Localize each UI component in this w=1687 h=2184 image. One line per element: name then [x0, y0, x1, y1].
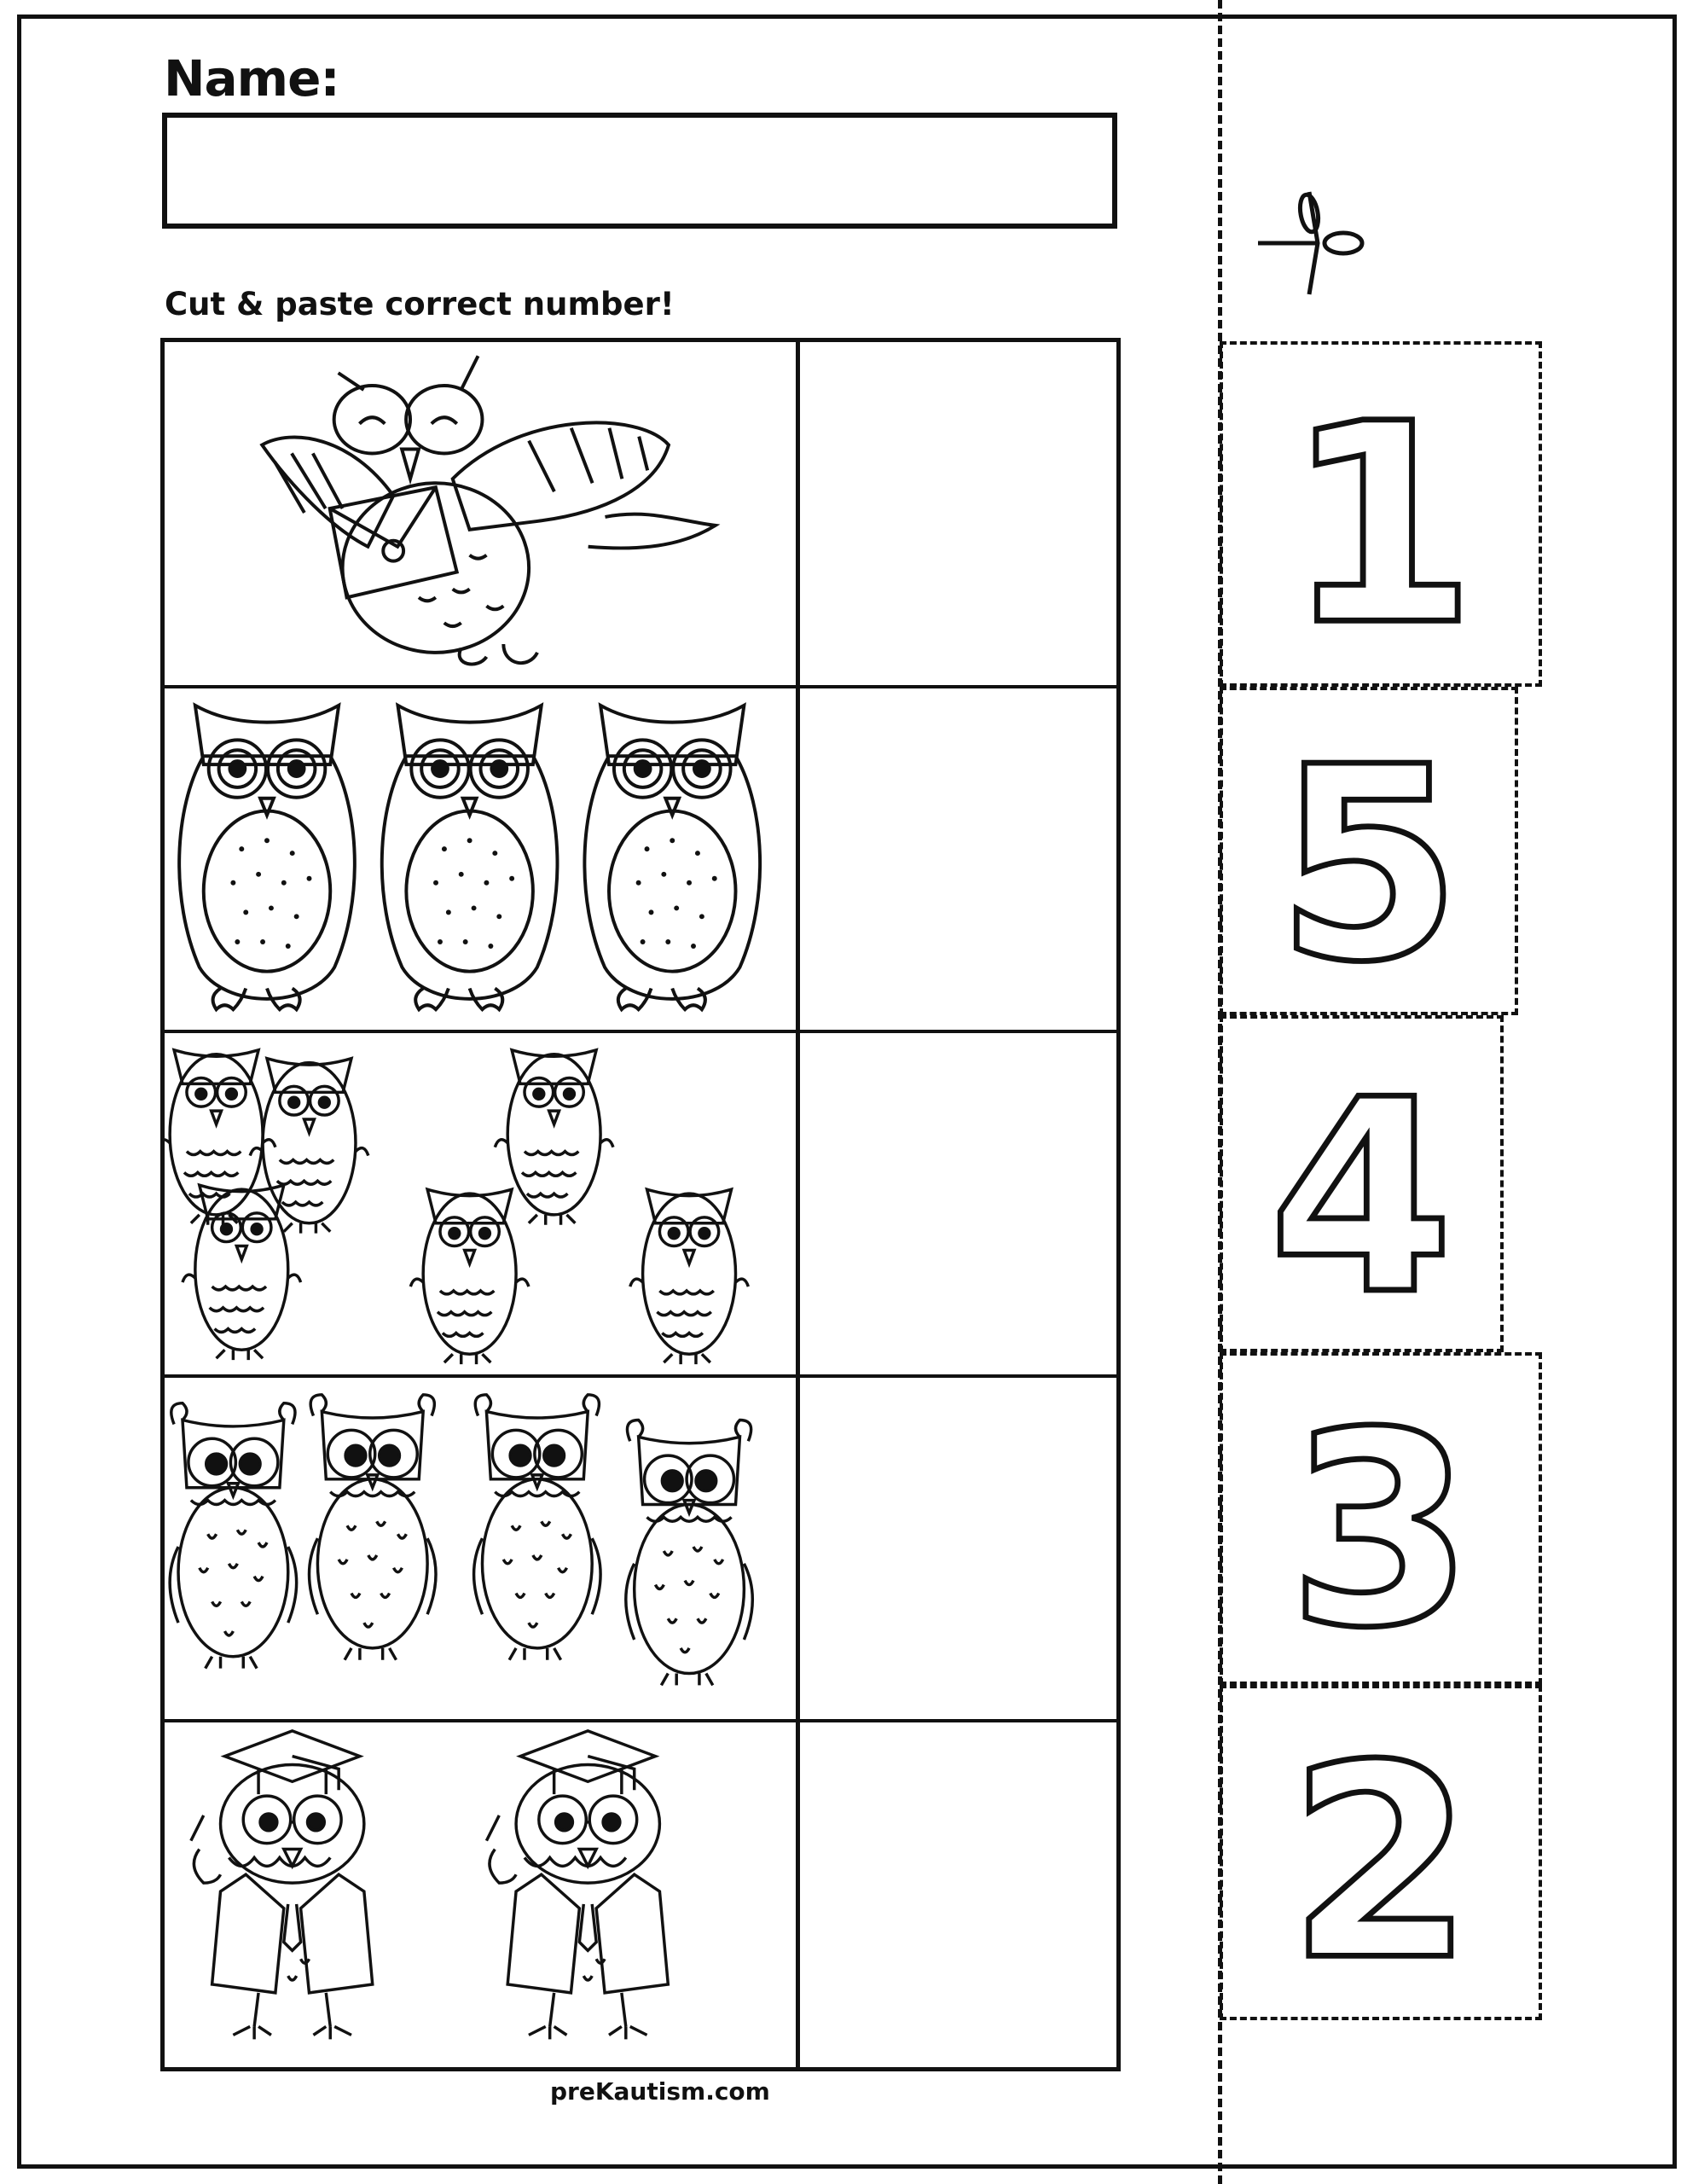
- owl-picture: [165, 342, 800, 685]
- owl-picture: [165, 688, 800, 1030]
- answer-box[interactable]: [800, 1722, 1116, 2067]
- scissors-icon: [1249, 183, 1377, 311]
- counting-row: [165, 1719, 1116, 2067]
- number-card[interactable]: [1220, 1015, 1504, 1352]
- number-label: 4: [1268, 1042, 1454, 1349]
- number-card[interactable]: [1220, 1685, 1542, 2020]
- owl-picture: [165, 1378, 800, 1719]
- answer-box[interactable]: [800, 342, 1116, 685]
- answer-box[interactable]: [800, 688, 1116, 1030]
- answer-box[interactable]: [800, 1033, 1116, 1374]
- owl-picture: [165, 1722, 800, 2067]
- counting-row: [165, 342, 1116, 685]
- number-label: 3: [1288, 1374, 1474, 1682]
- name-field[interactable]: [162, 113, 1117, 229]
- counting-row: [165, 685, 1116, 1030]
- owl-icon: [191, 1731, 373, 2039]
- owl-icon: [262, 356, 715, 664]
- owl-icon: [179, 706, 355, 1009]
- owl-icon: [170, 1403, 297, 1669]
- number-label: 5: [1276, 710, 1462, 1012]
- instruction-text: Cut & paste correct number!: [165, 286, 675, 322]
- counting-row: [165, 1374, 1116, 1719]
- number-card[interactable]: [1220, 1352, 1542, 1685]
- number-card[interactable]: [1220, 687, 1518, 1015]
- number-card[interactable]: [1220, 341, 1542, 687]
- counting-row: [165, 1030, 1116, 1374]
- number-label: 1: [1284, 365, 1477, 683]
- site-footer: preKautism.com: [550, 2077, 770, 2106]
- number-label: 2: [1288, 1707, 1474, 2017]
- counting-grid: [160, 338, 1121, 2071]
- answer-box[interactable]: [800, 1378, 1116, 1719]
- name-label: Name:: [164, 49, 339, 107]
- owl-picture: [165, 1033, 800, 1374]
